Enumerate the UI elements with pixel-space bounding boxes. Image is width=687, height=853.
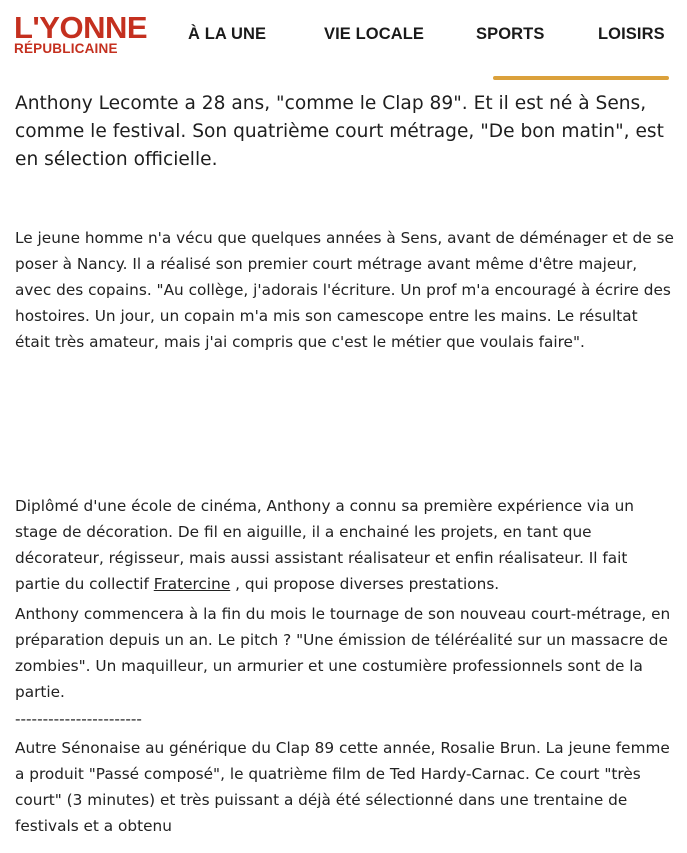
paragraph-2-text-start: Diplômé d'une école de cinéma, Anthony a connu sa première expérience via un stage de décoration. De fil en aiguille, il a enchainé les projets, en tant que décorateur, régisseur, mais aussi assistant réalisateur et enfin réalisateur. Il fait partie du collectif (15, 497, 634, 593)
article-separator: ----------------------- (15, 710, 142, 728)
article-paragraph-3: Anthony commencera à la fin du mois le tournage de son nouveau court-métrage, en préparation depuis un an. Le pitch ? "Une émission de téléréalité sur un massacre de zombies". Un maquilleur, un armurier et une costumière professionnels sont de la partie. (15, 605, 671, 701)
site-logo[interactable] (14, 12, 147, 56)
article-lead: Anthony Lecomte a 28 ans, "comme le Clap 89". Et il est né à Sens, comme le festival. Son quatrième court métrage, "De bon matin", est en sélection officielle. (15, 93, 664, 170)
paragraph-2-text-end: , qui propose diverses prestations. (230, 575, 500, 593)
fratercine-link[interactable]: Fratercine (153, 575, 231, 593)
nav-sports[interactable]: SPORTS (476, 25, 545, 43)
article-paragraph-1: Le jeune homme n'a vécu que quelques années à Sens, avant de déménager et de se poser à Nancy. Il a réalisé son premier court métrage avant même d'être majeur, avec des copains. "Au collège, j'adorais l'écriture. Un prof m'a encouragé à écrire des hostoires. Un jour, un copain m'a mis son camescope entre les mains. Le résultat était très amateur, mais j'ai compris que c'est le métier que voulais faire". (15, 229, 674, 351)
logo-subtitle: RÉPUBLICAINE (14, 41, 118, 56)
nav-a-la-une[interactable]: À LA UNE (188, 25, 267, 43)
active-nav-indicator (493, 76, 669, 80)
nav-loisirs[interactable]: LOISIRS (598, 25, 665, 43)
article-paragraph-4: Autre Sénonaise au générique du Clap 89 cette année, Rosalie Brun. La jeune femme a produit "Passé composé", le quatrième film de Ted Hardy-Carnac. Ce court "très court" (3 minutes) et très puissant a déjà été sélectionné dans une trentaine de festivals et a obtenu (15, 739, 670, 835)
logo-title: L'YONNE (14, 10, 148, 45)
article-paragraph-2 (15, 493, 675, 597)
site-header (0, 0, 687, 82)
nav-vie-locale[interactable]: VIE LOCALE (324, 25, 425, 43)
